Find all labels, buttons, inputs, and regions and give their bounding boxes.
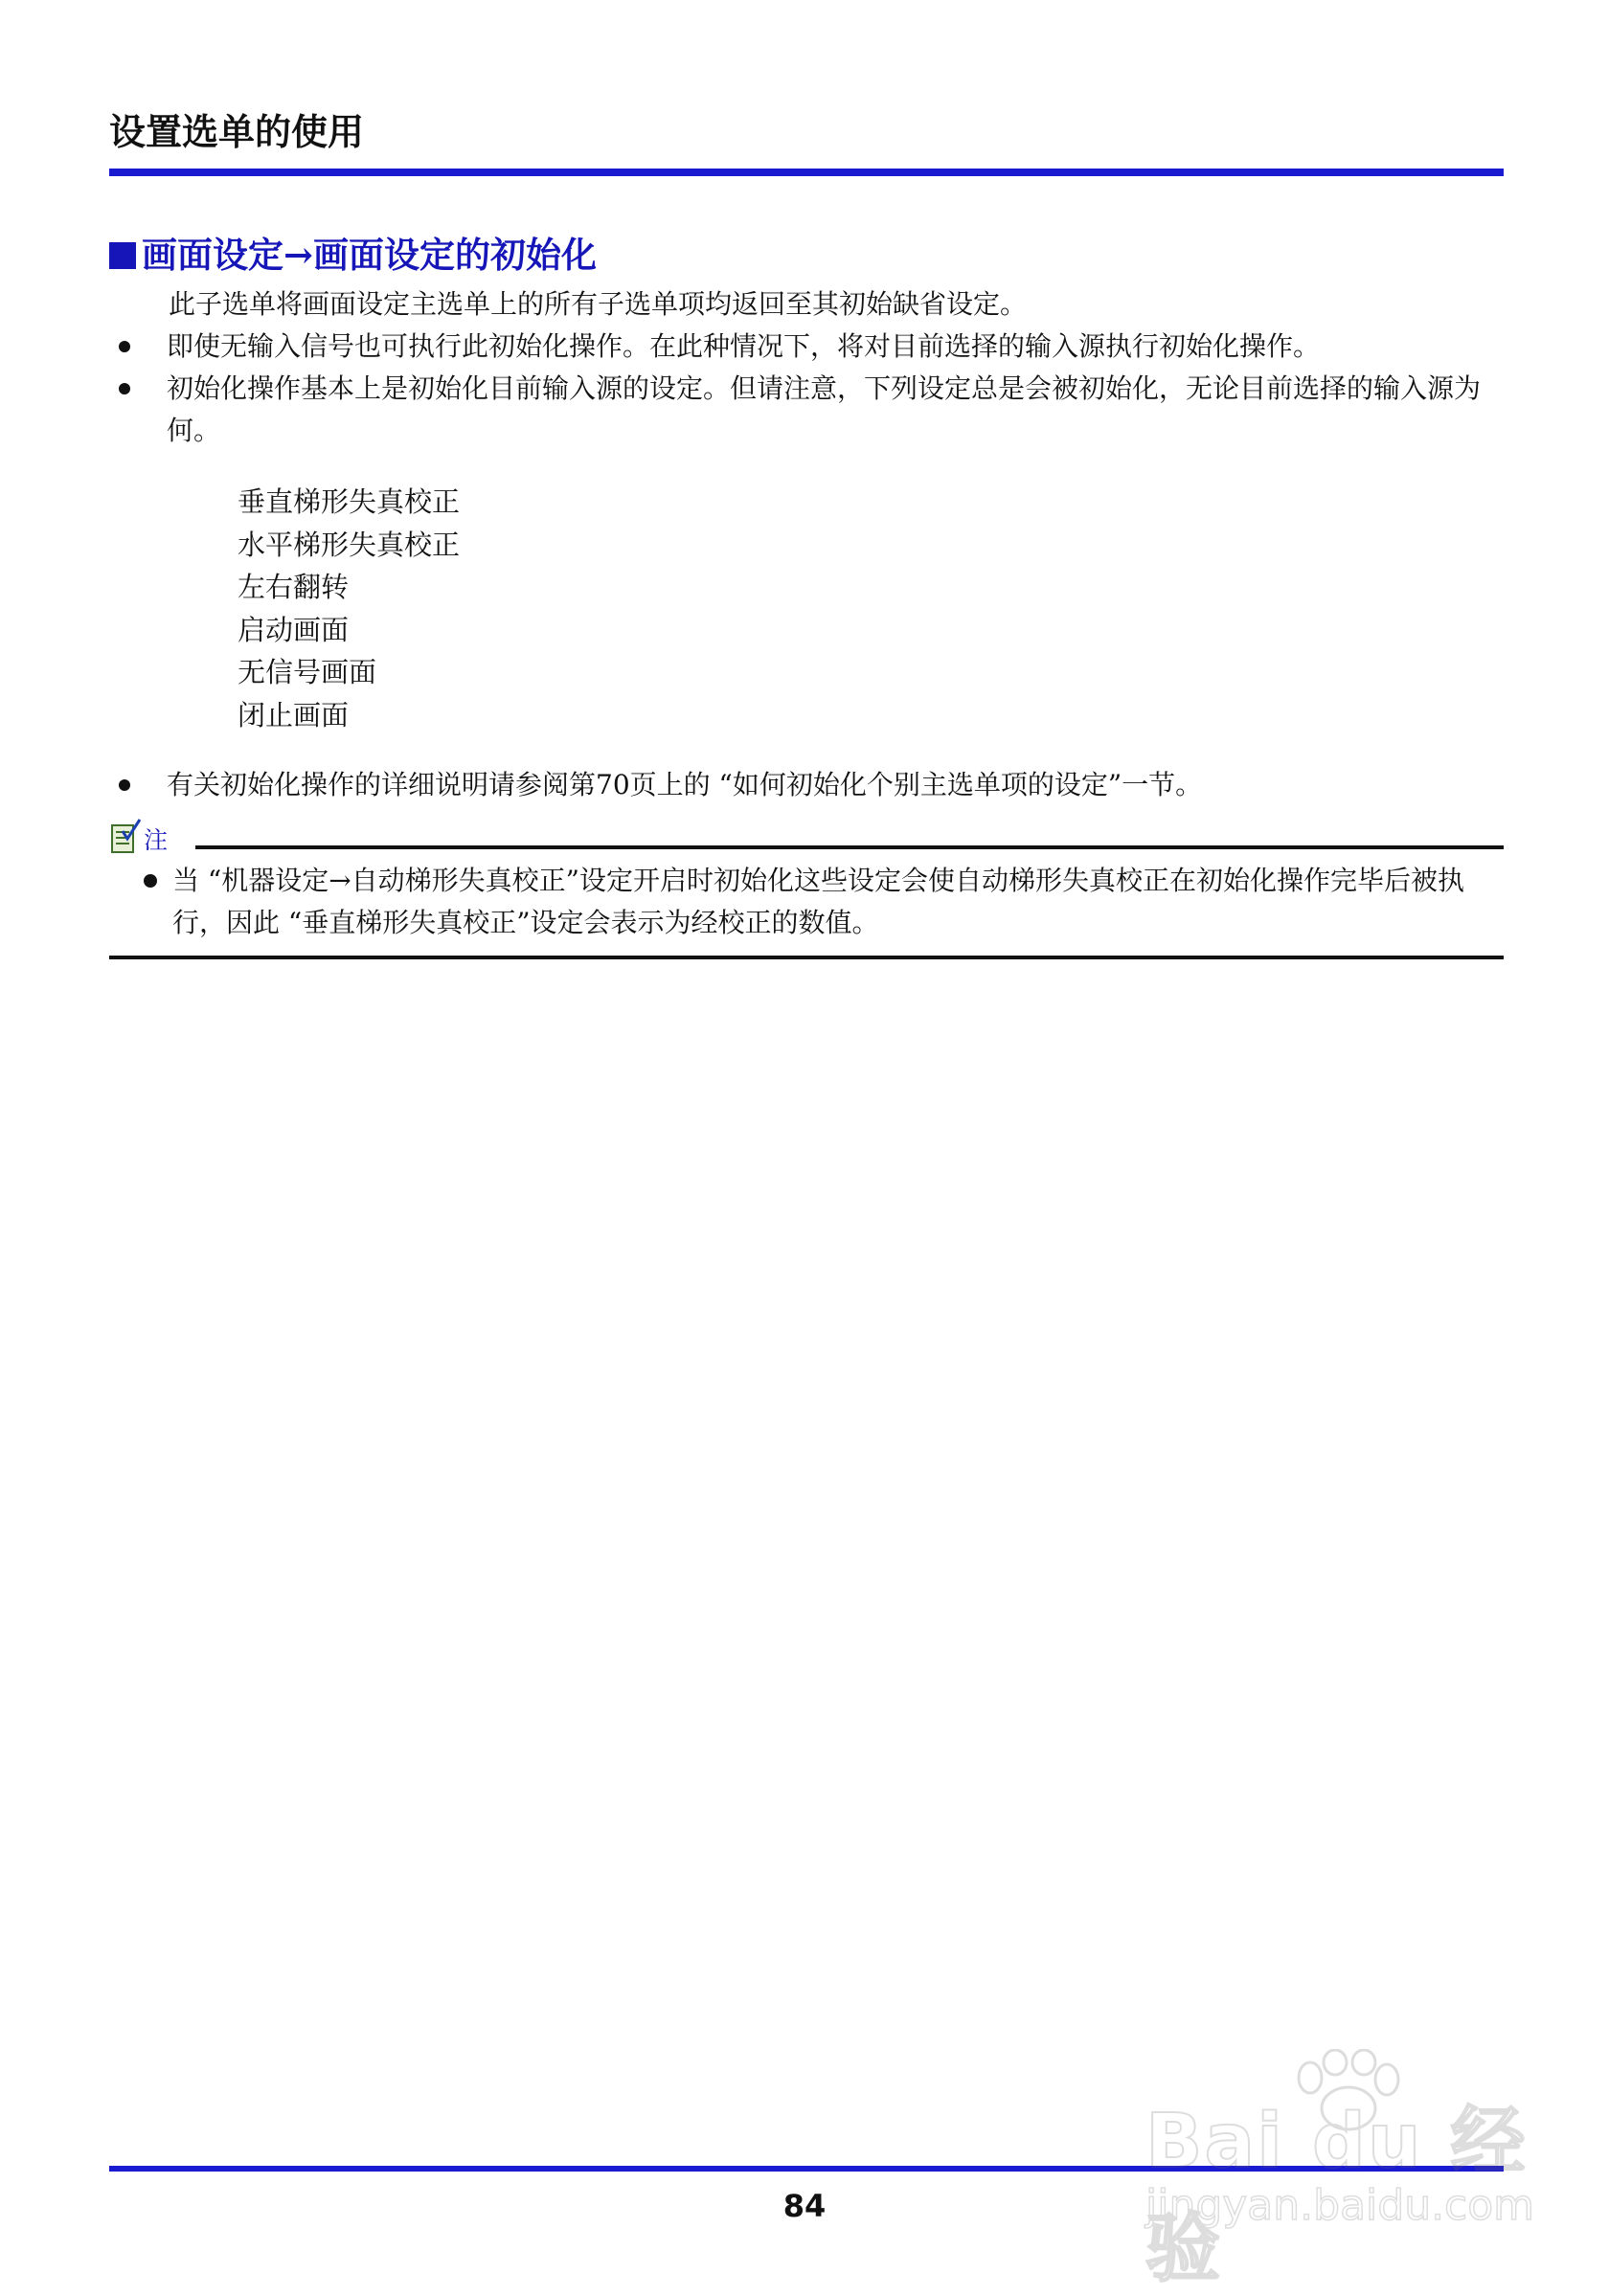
note-header	[109, 814, 1504, 854]
bullet-dot-icon	[119, 341, 130, 352]
note-box	[109, 814, 1504, 959]
page-number: 84	[782, 2188, 827, 2224]
bullet-dot-icon	[144, 874, 157, 888]
note-pencil-icon	[109, 818, 142, 854]
bullet-dot-icon	[119, 383, 130, 394]
settings-list	[238, 481, 1504, 737]
reference-text: 有关初始化操作的详细说明请参阅第70页上的 “如何初始化个别主选单项的设定”一节。	[167, 768, 1203, 800]
page-header	[109, 105, 1504, 176]
bullet-text: 即使无输入信号也可执行此初始化操作。在此种情况下，将对目前选择的输入源执行初始化操作。	[167, 330, 1321, 362]
note-label: 注	[144, 826, 169, 854]
bullet-dot-icon	[119, 779, 130, 791]
watermark-brand: Bai du 经验	[1145, 2099, 1528, 2292]
settings-item: 无信号画面	[238, 656, 377, 689]
settings-item: 垂直梯形失真校正	[238, 485, 461, 518]
note-top-rule	[195, 845, 1504, 849]
section-title	[109, 228, 1504, 281]
note-bottom-rule	[109, 956, 1504, 959]
section-title-text: 画面设定→画面设定的初始化	[142, 234, 598, 276]
note-text: 当 “机器设定→自动梯形失真校正”设定开启时初始化这些设定会使自动梯形失真校正在初始化操作完毕后被执行，因此 “垂直梯形失真校正”设定会表示为经校正的数值。	[172, 865, 1464, 938]
watermark	[1145, 2049, 1548, 2292]
list-item	[109, 764, 1504, 806]
settings-item: 启动画面	[238, 613, 350, 646]
note-item	[109, 860, 1504, 944]
settings-item: 左右翻转	[238, 571, 350, 604]
bullet-text: 初始化操作基本上是初始化目前输入源的设定。但请注意，下列设定总是会被初始化，无论目前选择的输入源为何。	[167, 372, 1482, 446]
settings-item: 闭止画面	[238, 698, 350, 732]
header-rule	[109, 169, 1504, 176]
watermark-url: jingyan.baidu.com	[1145, 2181, 1535, 2230]
reference-list	[109, 764, 1504, 806]
bullet-list	[109, 326, 1504, 452]
intro-text: 此子选单将画面设定主选单上的所有子选单项均返回至其初始缺省设定。	[169, 288, 1028, 320]
list-item	[109, 326, 1504, 368]
chapter-title: 设置选单的使用	[109, 111, 365, 153]
note-label-group	[109, 818, 180, 854]
list-item	[109, 368, 1504, 452]
square-bullet-icon	[109, 242, 136, 269]
section-screen-init	[109, 228, 1504, 806]
settings-item: 水平梯形失真校正	[238, 528, 461, 561]
